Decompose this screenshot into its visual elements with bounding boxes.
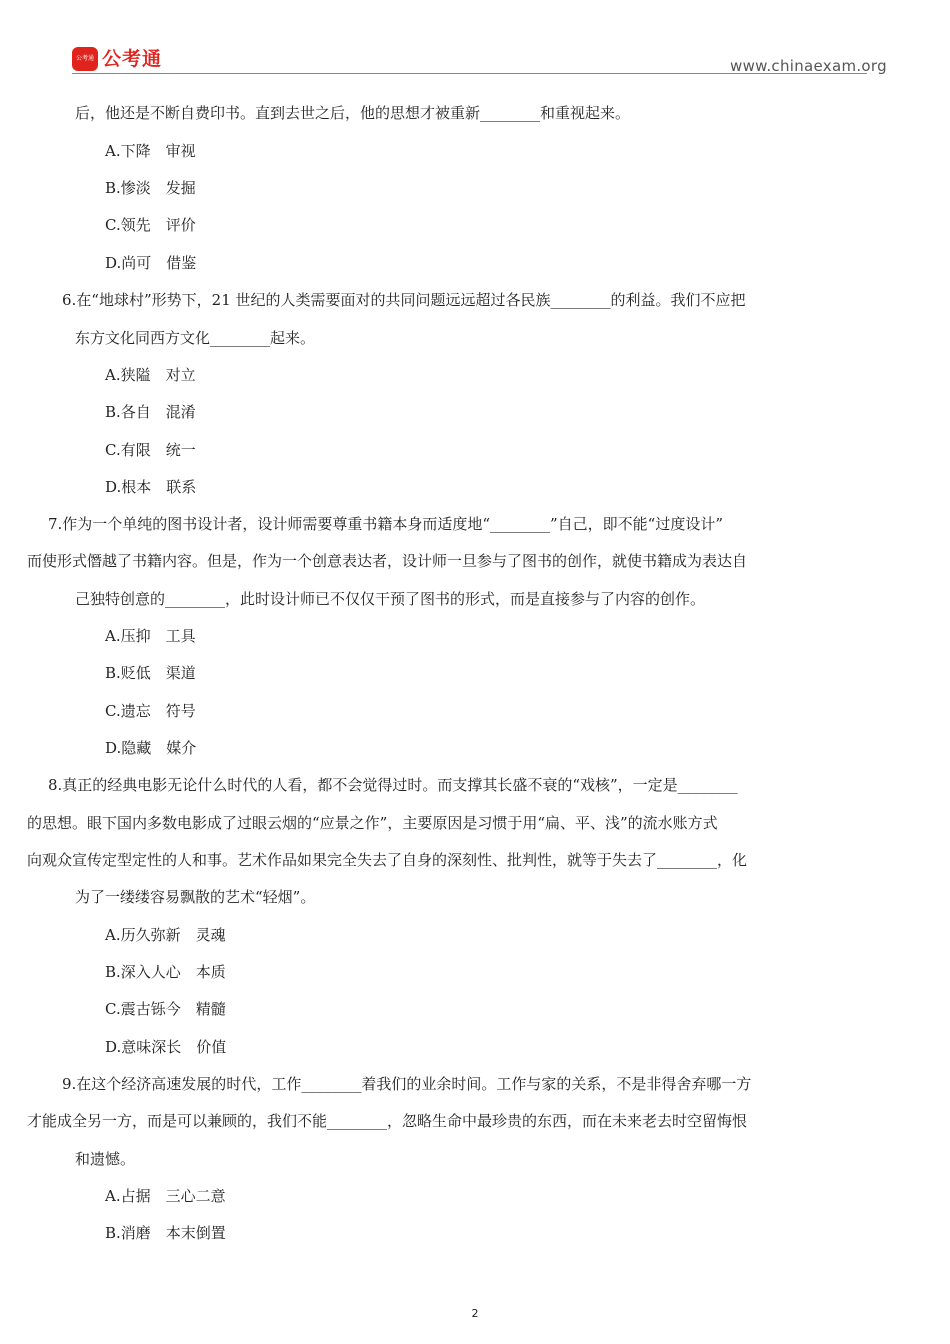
q6-option-b: B.各自 混淆 (105, 403, 196, 421)
website-url: www.chinaexam.org (730, 57, 887, 75)
question-8-line-1: 8.真正的经典电影无论什么时代的人看，都不会觉得过时。而支撑其长盛不衰的“戏核”，一定是________ (48, 776, 738, 794)
q6-option-c: C.有限 统一 (105, 441, 196, 459)
question-5-stem-tail: 后，他还是不断自费印书。直到去世之后，他的思想才被重新________和重视起来。 (75, 104, 631, 122)
q7-option-d: D.隐藏 媒介 (105, 739, 197, 757)
q8-option-d: D.意味深长 价值 (105, 1038, 227, 1056)
question-6-line-2: 东方文化同西方文化________起来。 (75, 329, 316, 347)
question-6-line-1: 6.在“地球村”形势下，21 世纪的人类需要面对的共同问题远远超过各民族________的利益。我们不应把 (62, 291, 746, 309)
q7-option-b: B.贬低 渠道 (105, 664, 196, 682)
q5-option-d: D.尚可 借鉴 (105, 254, 197, 272)
q8-option-c: C.震古铄今 精髓 (105, 1000, 226, 1018)
logo-text: 公考通 (102, 47, 163, 70)
q8-option-b: B.深入人心 本质 (105, 963, 226, 981)
page-number: 2 (471, 1307, 479, 1320)
q6-option-d: D.根本 联系 (105, 478, 197, 496)
question-9-line-1: 9.在这个经济高速发展的时代，工作________着我们的业余时间。工作与家的关系，不是非得舍弃哪一方 (62, 1075, 752, 1093)
q7-option-c: C.遗忘 符号 (105, 702, 196, 720)
q5-option-a: A.下降 审视 (105, 142, 196, 160)
question-8-line-2: 的思想。眼下国内多数电影成了过眼云烟的“应景之作”，主要原因是习惯于用“扁、平、浅”的流水账方式 (27, 814, 718, 832)
q9-option-b: B.消磨 本末倒置 (105, 1224, 226, 1242)
question-8-line-4: 为了一缕缕容易飘散的艺术“轻烟”。 (75, 888, 316, 906)
logo-badge-icon: 公考通 (72, 47, 98, 71)
question-7-line-2: 而使形式僭越了书籍内容。但是，作为一个创意表达者，设计师一旦参与了图书的创作，就使书籍成为表达自 (27, 552, 748, 570)
question-9-line-2: 才能成全另一方，而是可以兼顾的，我们不能________，忽略生命中最珍贵的东西，而在未来老去时空留悔恨 (27, 1112, 748, 1130)
question-8-line-3: 向观众宣传定型定性的人和事。艺术作品如果完全失去了自身的深刻性、批判性，就等于失去了________，化 (27, 851, 748, 869)
q5-option-b: B.惨淡 发掘 (105, 179, 196, 197)
q8-option-a: A.历久弥新 灵魂 (105, 926, 226, 944)
q6-option-a: A.狭隘 对立 (105, 366, 196, 384)
logo (72, 46, 162, 72)
question-7-line-1: 7.作为一个单纯的图书设计者，设计师需要尊重书籍本身而适度地“________”自己，即不能“过度设计” (48, 515, 723, 533)
q5-option-c: C.领先 评价 (105, 216, 196, 234)
page-header (0, 0, 950, 100)
question-7-line-3: 己独特创意的________，此时设计师已不仅仅干预了图书的形式，而是直接参与了内容的创作。 (75, 590, 706, 608)
q9-option-a: A.占据 三心二意 (105, 1187, 226, 1205)
question-9-line-3: 和遗憾。 (75, 1150, 136, 1168)
q7-option-a: A.压抑 工具 (105, 627, 196, 645)
